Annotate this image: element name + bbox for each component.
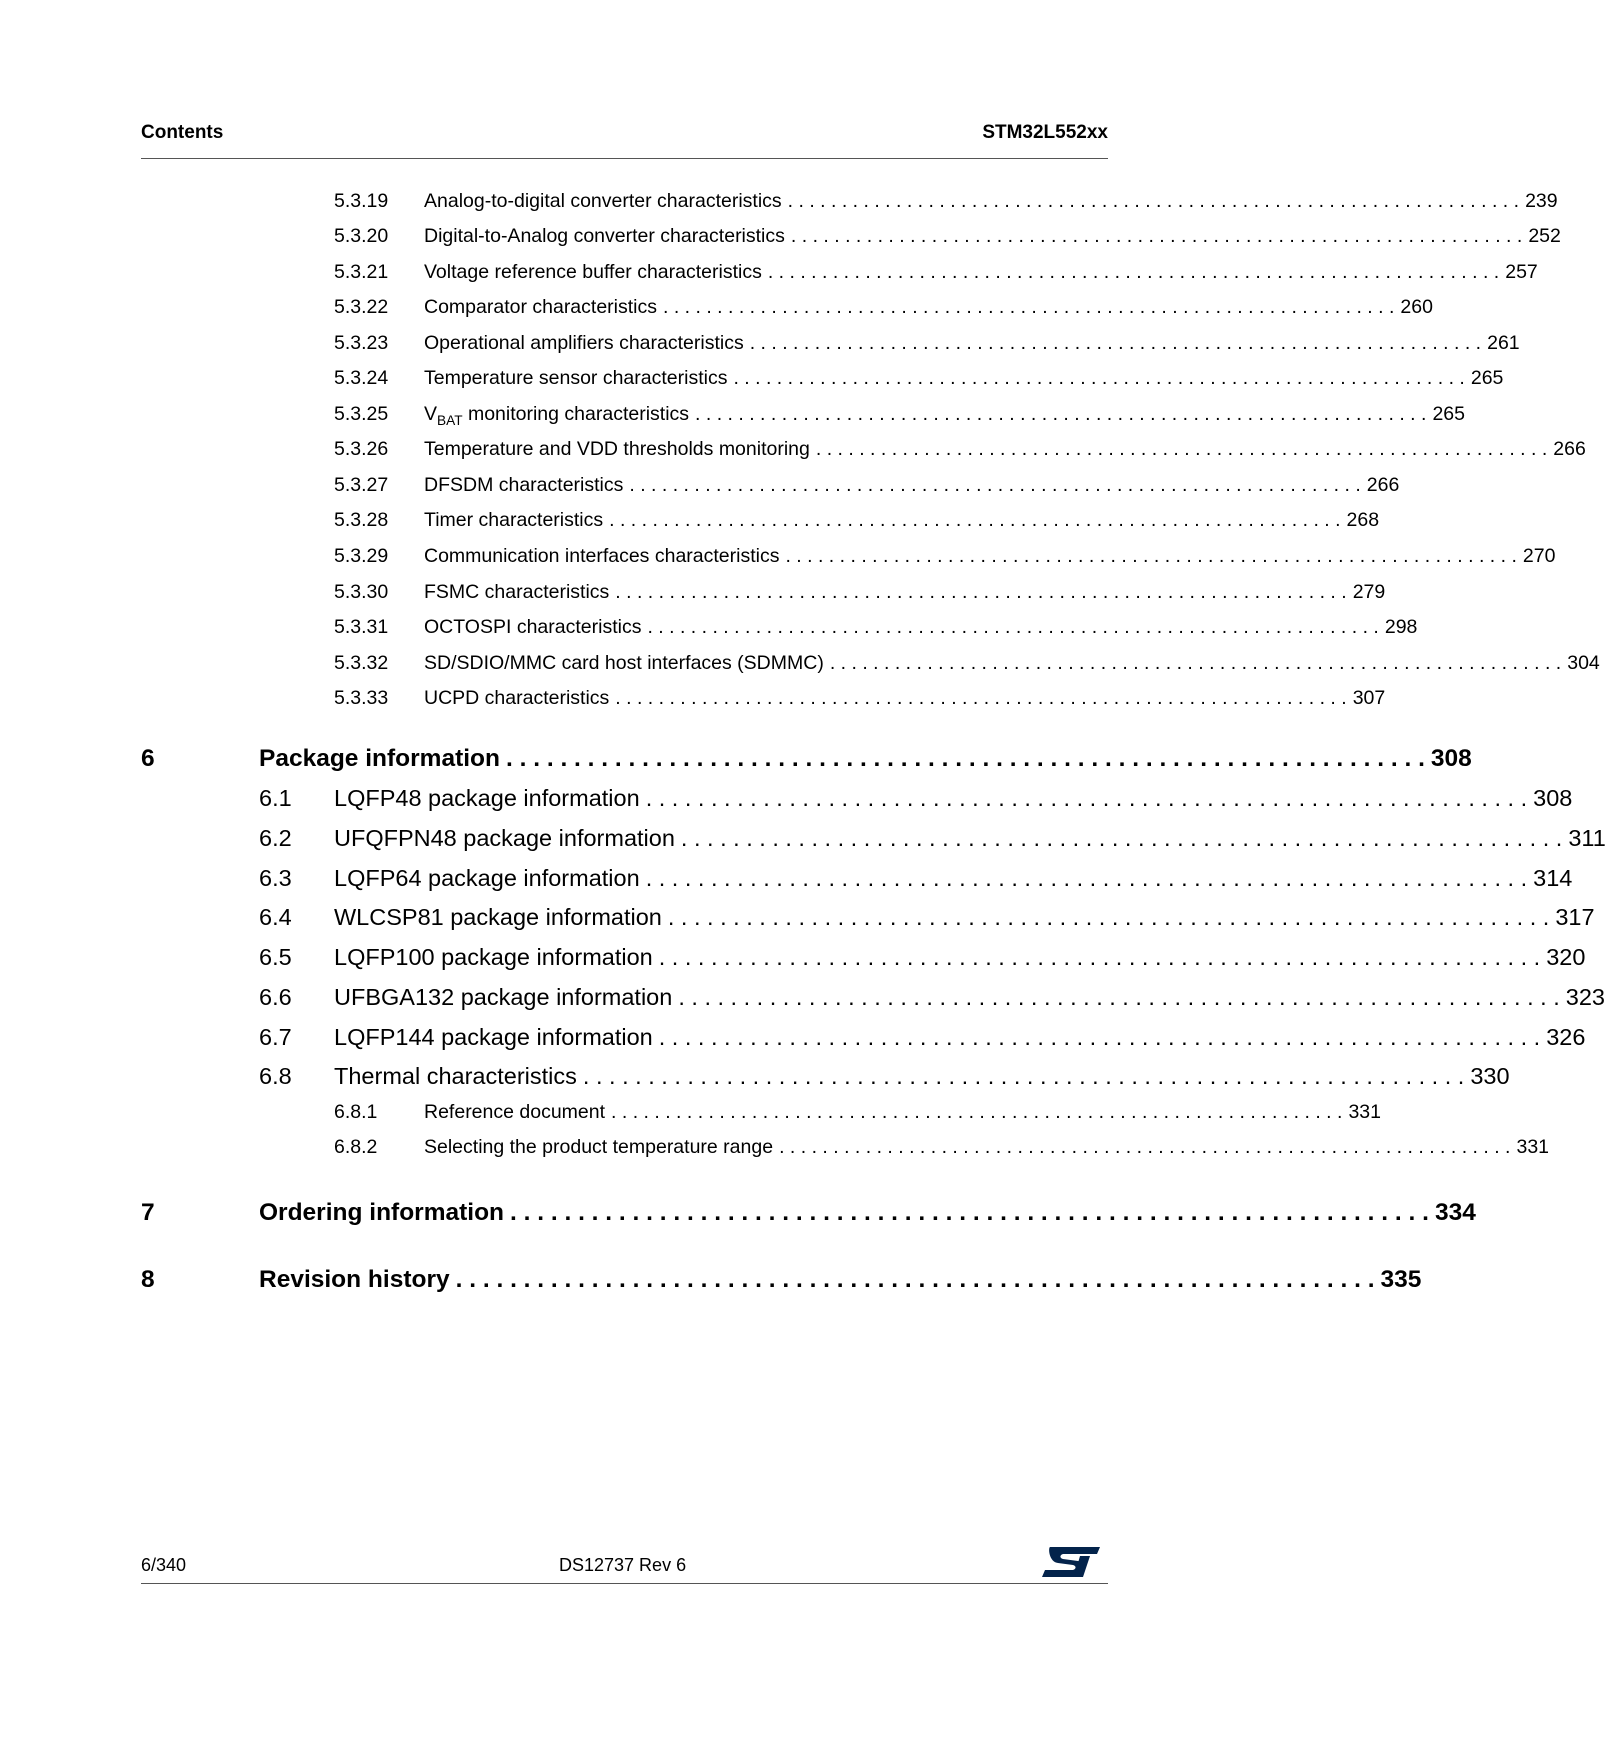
toc-entry-page: 268 (1346, 509, 1380, 531)
toc-entry-page: 239 (1525, 190, 1558, 212)
toc-entry-title: LQFP144 package information (334, 1024, 653, 1050)
toc-entry-page: 298 (1384, 616, 1418, 638)
toc-entry-title: Package information (259, 745, 500, 772)
toc-dot-leader: . . . . . . . . . . . . . . . . . . . . . . . . . . . . . . . . . . . . . . . . . . . . . . . . . . . . . . . . . . . . . . . . . . . . (609, 509, 1341, 531)
toc-entry[interactable] (0, 984, 1605, 1018)
toc-entry-number: 5.3.33 (334, 687, 389, 709)
toc-entry-page: 331 (1516, 1136, 1550, 1158)
toc-entry[interactable] (0, 1266, 1422, 1300)
toc-entry-title: Digital-to-Analog converter characteristics (424, 225, 785, 247)
toc-dot-leader: . . . . . . . . . . . . . . . . . . . . . . . . . . . . . . . . . . . . . . . . . . . . . . . . . . . . . . . . . . . . . . . . . . . . (785, 545, 1517, 567)
toc-entry-page: 261 (1487, 332, 1520, 354)
toc-entry-number: 6.8.1 (334, 1101, 378, 1123)
toc-entry-number: 5.3.32 (334, 652, 389, 674)
toc-dot-leader: . . . . . . . . . . . . . . . . . . . . . . . . . . . . . . . . . . . . . . . . . . . . . . . . . . . . . . . . . . . . . . . . . . . . (749, 332, 1482, 354)
toc-entry[interactable] (0, 261, 1538, 291)
toc-entry[interactable] (0, 687, 1386, 717)
toc-dot-leader: . . . . . . . . . . . . . . . . . . . . . . . . . . . . . . . . . . . . . . . . . . . . . . . . . . . . . . . . . . . . . . . . . . . . (658, 944, 1541, 970)
toc-entry-number: 5.3.22 (334, 296, 389, 318)
toc-entry-title: WLCSP81 package information (334, 904, 662, 930)
toc-entry[interactable] (0, 1199, 1476, 1233)
toc-entry[interactable] (0, 745, 1472, 779)
toc-entry-number: 5.3.26 (334, 438, 389, 460)
toc-entry-title: Communication interfaces characteristics (424, 545, 780, 567)
toc-entry-number: 5.3.19 (334, 190, 389, 212)
toc-entry-number: 7 (141, 1199, 155, 1226)
toc-entry[interactable] (0, 904, 1595, 938)
toc-entry-page: 323 (1565, 984, 1605, 1010)
toc-entry-page: 270 (1522, 545, 1556, 567)
toc-entry-number: 5.3.24 (334, 367, 389, 389)
toc-entry[interactable] (0, 1101, 1381, 1131)
toc-entry-number: 6.5 (259, 944, 292, 970)
toc-entry-number: 5.3.21 (334, 261, 389, 283)
toc-entry[interactable] (0, 403, 1465, 433)
toc-entry-number: 6.4 (259, 904, 292, 930)
toc-entry-number: 6 (141, 745, 155, 772)
toc-dot-leader: . . . . . . . . . . . . . . . . . . . . . . . . . . . . . . . . . . . . . . . . . . . . . . . . . . . . . . . . . . . . . . . . . . . . (510, 1199, 1429, 1226)
toc-entry-title: DFSDM characteristics (424, 474, 624, 496)
toc-entry[interactable] (0, 616, 1418, 646)
toc-entry-number: 5.3.27 (334, 474, 389, 496)
toc-entry-page: 266 (1366, 474, 1400, 496)
footer-doc-id: DS12737 Rev 6 (559, 1555, 687, 1575)
toc-dot-leader: . . . . . . . . . . . . . . . . . . . . . . . . . . . . . . . . . . . . . . . . . . . . . . . . . . . . . . . . . . . . . . . . . . . . (695, 403, 1427, 425)
toc-entry-number: 5.3.31 (334, 616, 389, 638)
toc-dot-leader: . . . . . . . . . . . . . . . . . . . . . . . . . . . . . . . . . . . . . . . . . . . . . . . . . . . . . . . . . . . . . . . . . . . . (645, 865, 1528, 891)
toc-entry[interactable] (0, 438, 1586, 468)
toc-entry-number: 5.3.29 (334, 545, 389, 567)
toc-entry-number: 8 (141, 1266, 155, 1293)
toc-dot-leader: . . . . . . . . . . . . . . . . . . . . . . . . . . . . . . . . . . . . . . . . . . . . . . . . . . . . . . . . . . . . . . . . . . . . (733, 367, 1465, 389)
toc-dot-leader: . . . . . . . . . . . . . . . . . . . . . . . . . . . . . . . . . . . . . . . . . . . . . . . . . . . . . . . . . . . . . . . . . . . . (829, 652, 1562, 674)
toc-entry-number: 6.7 (259, 1024, 292, 1050)
toc-entry-title: Ordering information (259, 1199, 504, 1226)
toc-dot-leader: . . . . . . . . . . . . . . . . . . . . . . . . . . . . . . . . . . . . . . . . . . . . . . . . . . . . . . . . . . . . . . . . . . . . (582, 1063, 1465, 1089)
toc-entry-number: 5.3.25 (334, 403, 389, 425)
toc-entry[interactable] (0, 652, 1600, 682)
toc-entry-page: 334 (1434, 1199, 1476, 1226)
toc-entry-page: 326 (1546, 1024, 1586, 1050)
toc-entry-number: 6.8 (259, 1063, 292, 1089)
toc-entry[interactable] (0, 1063, 1510, 1097)
toc-entry-title: UCPD characteristics (424, 687, 610, 709)
toc-entry-title: SD/SDIO/MMC card host interfaces (SDMMC) (424, 652, 824, 674)
toc-entry-title: LQFP64 package information (334, 865, 640, 891)
toc-dot-leader: . . . . . . . . . . . . . . . . . . . . . . . . . . . . . . . . . . . . . . . . . . . . . . . . . . . . . . . . . . . . . . . . . . . . (790, 225, 1523, 247)
toc-dot-leader: . . . . . . . . . . . . . . . . . . . . . . . . . . . . . . . . . . . . . . . . . . . . . . . . . . . . . . . . . . . . . . . . . . . . (615, 581, 1347, 603)
toc-entry-page: 304 (1567, 652, 1600, 674)
toc-entry-title: Revision history (259, 1266, 450, 1293)
toc-entry[interactable] (0, 190, 1558, 220)
toc-entry[interactable] (0, 474, 1400, 504)
toc-dot-leader: . . . . . . . . . . . . . . . . . . . . . . . . . . . . . . . . . . . . . . . . . . . . . . . . . . . . . . . . . . . . . . . . . . . . (767, 261, 1500, 283)
toc-entry[interactable] (0, 367, 1504, 397)
footer-page-number: 6/340 (141, 1555, 187, 1575)
toc-entry-title: Timer characteristics (424, 509, 604, 531)
toc-entry-page: 257 (1505, 261, 1538, 283)
toc-entry-number: 5.3.23 (334, 332, 389, 354)
toc-entry-title: FSMC characteristics (424, 581, 610, 603)
toc-entry[interactable] (0, 1024, 1586, 1058)
toc-dot-leader: . . . . . . . . . . . . . . . . . . . . . . . . . . . . . . . . . . . . . . . . . . . . . . . . . . . . . . . . . . . . . . . . . . . . (629, 474, 1361, 496)
toc-entry-title: Temperature and VDD thresholds monitoring (424, 438, 810, 460)
toc-entry-title: LQFP100 package information (334, 944, 653, 970)
toc-entry-number: 6.1 (259, 785, 292, 811)
toc-entry[interactable] (0, 944, 1586, 978)
toc-dot-leader: . . . . . . . . . . . . . . . . . . . . . . . . . . . . . . . . . . . . . . . . . . . . . . . . . . . . . . . . . . . . . . . . . . . . (611, 1101, 1343, 1123)
page-header (141, 120, 1108, 159)
toc-entry-title: Selecting the product temperature range (424, 1136, 774, 1158)
toc-entry-title: Comparator characteristics (424, 296, 657, 318)
toc-dot-leader: . . . . . . . . . . . . . . . . . . . . . . . . . . . . . . . . . . . . . . . . . . . . . . . . . . . . . . . . . . . . . . . . . . . . (645, 785, 1528, 811)
toc-dot-leader: . . . . . . . . . . . . . . . . . . . . . . . . . . . . . . . . . . . . . . . . . . . . . . . . . . . . . . . . . . . . . . . . . . . . (505, 745, 1425, 772)
toc-entry-page: 330 (1470, 1063, 1510, 1089)
page-footer (141, 1549, 1108, 1584)
toc-dot-leader: . . . . . . . . . . . . . . . . . . . . . . . . . . . . . . . . . . . . . . . . . . . . . . . . . . . . . . . . . . . . . . . . . . . . (779, 1136, 1511, 1158)
toc-entry-number: 5.3.28 (334, 509, 389, 531)
toc-entry-page: 311 (1568, 825, 1606, 851)
toc-entry-title: OCTOSPI characteristics (424, 616, 642, 638)
toc-entry[interactable] (0, 296, 1433, 326)
toc-dot-leader: . . . . . . . . . . . . . . . . . . . . . . . . . . . . . . . . . . . . . . . . . . . . . . . . . . . . . . . . . . . . . . . . . . . . (647, 616, 1379, 638)
toc-entry-number: 6.8.2 (334, 1136, 378, 1158)
toc-entry-title: Thermal characteristics (334, 1063, 577, 1089)
toc-entry-page: 335 (1380, 1266, 1422, 1293)
header-part-number: STM32L552xx (982, 122, 1108, 143)
toc-entry-page: 308 (1430, 745, 1472, 772)
toc-entry-page: 260 (1400, 296, 1433, 318)
toc-entry-page: 331 (1348, 1101, 1381, 1123)
toc-entry-page: 279 (1352, 581, 1386, 603)
toc-entry-page: 314 (1533, 865, 1573, 891)
toc-entry[interactable] (0, 581, 1386, 611)
toc-entry-page: 252 (1528, 225, 1561, 247)
toc-dot-leader: . . . . . . . . . . . . . . . . . . . . . . . . . . . . . . . . . . . . . . . . . . . . . . . . . . . . . . . . . . . . . . . . . . . . (658, 1024, 1541, 1050)
toc-entry-number: 6.6 (259, 984, 292, 1010)
toc-entry-number: 5.3.20 (334, 225, 389, 247)
toc-entry-title: Reference document (424, 1101, 606, 1123)
toc-dot-leader: . . . . . . . . . . . . . . . . . . . . . . . . . . . . . . . . . . . . . . . . . . . . . . . . . . . . . . . . . . . . . . . . . . . . (663, 296, 1395, 318)
toc-entry[interactable] (0, 865, 1573, 899)
toc-dot-leader: . . . . . . . . . . . . . . . . . . . . . . . . . . . . . . . . . . . . . . . . . . . . . . . . . . . . . . . . . . . . . . . . . . . . (680, 825, 1563, 851)
toc-entry-title: $V_{BAT}$ monitoring characteristics (424, 403, 690, 428)
toc-entry-title: UFQFPN48 package information (334, 825, 675, 851)
toc-dot-leader: . . . . . . . . . . . . . . . . . . . . . . . . . . . . . . . . . . . . . . . . . . . . . . . . . . . . . . . . . . . . . . . . . . . . (815, 438, 1548, 460)
toc-entry-number: 5.3.30 (334, 581, 389, 603)
toc-entry-title: UFBGA132 package information (334, 984, 673, 1010)
toc-entry[interactable] (0, 332, 1520, 362)
toc-dot-leader: . . . . . . . . . . . . . . . . . . . . . . . . . . . . . . . . . . . . . . . . . . . . . . . . . . . . . . . . . . . . . . . . . . . . (667, 904, 1550, 930)
toc-entry[interactable] (0, 225, 1561, 255)
toc-entry-number: 6.2 (259, 825, 292, 851)
toc-dot-leader: . . . . . . . . . . . . . . . . . . . . . . . . . . . . . . . . . . . . . . . . . . . . . . . . . . . . . . . . . . . . . . . . . . . . (787, 190, 1520, 212)
toc-entry-title: Temperature sensor characteristics (424, 367, 728, 389)
toc-entry[interactable] (0, 785, 1573, 819)
toc-entry[interactable] (0, 509, 1380, 539)
toc-entry[interactable] (0, 545, 1556, 575)
st-logo-icon (1040, 1545, 1102, 1579)
toc-entry[interactable] (0, 1136, 1550, 1166)
toc-entry-page: 307 (1352, 687, 1386, 709)
toc-dot-leader: . . . . . . . . . . . . . . . . . . . . . . . . . . . . . . . . . . . . . . . . . . . . . . . . . . . . . . . . . . . . . . . . . . . . (678, 984, 1560, 1010)
toc-entry-title: Analog-to-digital converter characteristics (424, 190, 782, 212)
toc-entry-page: 320 (1546, 944, 1586, 970)
header-section-title: Contents (141, 122, 224, 143)
toc-entry-title: Voltage reference buffer characteristics (424, 261, 762, 283)
toc-dot-leader: . . . . . . . . . . . . . . . . . . . . . . . . . . . . . . . . . . . . . . . . . . . . . . . . . . . . . . . . . . . . . . . . . . . . (615, 687, 1347, 709)
toc-entry-title: Operational amplifiers characteristics (424, 332, 744, 354)
toc-entry-number: 6.3 (259, 865, 292, 891)
toc-entry-page: 266 (1553, 438, 1586, 460)
toc-entry[interactable] (0, 825, 1606, 859)
toc-dot-leader: . . . . . . . . . . . . . . . . . . . . . . . . . . . . . . . . . . . . . . . . . . . . . . . . . . . . . . . . . . . . . . . . . . . . (455, 1266, 1375, 1293)
toc-entry-title: LQFP48 package information (334, 785, 640, 811)
toc-entry-page: 265 (1432, 403, 1465, 425)
toc-entry-page: 308 (1533, 785, 1573, 811)
toc-entry-page: 317 (1555, 904, 1595, 930)
toc-entry-page: 265 (1470, 367, 1504, 389)
